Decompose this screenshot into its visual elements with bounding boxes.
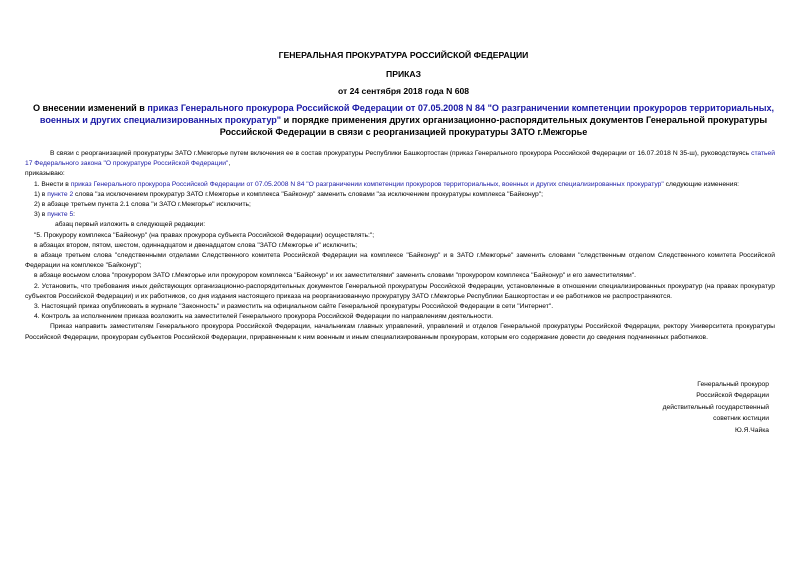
document-body xyxy=(25,149,775,343)
paragraph-sub-3 xyxy=(25,210,775,220)
title-prefix: О внесении изменений в xyxy=(32,103,148,113)
title-order-link[interactable]: приказ Генерального прокурора Российской Федерации от 07.05.2008 N 84 "О разграничении компетенции прокуроров территориальных, военных и других специализированных прокуратур" xyxy=(39,103,775,125)
order-84-link[interactable]: приказ Генерального прокурора Российской Федерации от 07.05.2008 N 84 "О разграничении компетенции прокуроров территориальных, военных и других специализированных прокуратур" xyxy=(70,180,664,188)
paragraph-item-1 xyxy=(25,180,775,190)
preamble-end: , xyxy=(228,160,231,168)
paragraph-sub-1 xyxy=(25,190,775,200)
signature-block xyxy=(663,379,769,436)
item-1-end: следующие изменения: xyxy=(663,180,739,188)
document-title xyxy=(25,102,782,138)
paragraph-item-3: 3. Настоящий приказ опубликовать в журнале "Законность" и разместить на официальном сайте Генеральной прокуратуры Российской Федерации в сети "Интернет". xyxy=(34,303,554,311)
signature-country: Российской Федерации xyxy=(696,392,769,400)
document-type: ПРИКАЗ xyxy=(386,69,421,79)
title-suffix: и порядке применения других организационно-распорядительных документов Генеральной прокуратуры Российской Федерации в связи с реорганизацией прокуратуры ЗАТО г.Межгорье xyxy=(219,115,768,137)
sub-1-end: слова "за исключением прокуратур ЗАТО г.Межгорье и комплекса "Байконур" заменить словами "за исключением прокуратуры комплекса "Байконур"; xyxy=(73,190,543,198)
paragraph-order-word: приказываю: xyxy=(25,170,65,178)
paragraph-new-edition: абзац первый изложить в следующей редакции: xyxy=(55,221,206,229)
sub-3-end: : xyxy=(73,211,76,219)
organization-heading: ГЕНЕРАЛЬНАЯ ПРОКУРАТУРА РОССИЙСКОЙ ФЕДЕРАЦИИ xyxy=(278,50,529,60)
point-5-link[interactable]: пункте 5 xyxy=(47,211,74,219)
item-1-text: 1. Внести в xyxy=(34,180,71,188)
signature-position: Генеральный прокурор xyxy=(697,381,769,388)
signature-rank: действительный государственный xyxy=(662,403,769,411)
signature-rank-2: советник юстиции xyxy=(713,415,769,423)
paragraph-item-2: 2. Установить, что требования иных действующих организационно-распорядительных документов Генеральной прокуратуры Российской Федерации, установленные в отношении специализированных прокуратур (на правах прокуратур субъектов Российской Федерации) и их работников, со дня издания настоящего приказа на реорганизованную прокуратуру ЗАТО г.Межгорье Республики Башкортостан и ее работников не распространяются. xyxy=(25,282,775,300)
preamble-text: В связи с реорганизацией прокуратуры ЗАТО г.Межгорье путем включения ее в состав прокуратуры Республики Башкортостан (приказ Генерального прокурора Российской Федерации от 16.07.2018 N 35-ш), руководствуясь xyxy=(50,150,752,157)
paragraph-quote: "5. Прокурору комплекса "Байконур" (на правах прокурора субъекта Российской Федерации) осуществлять:"; xyxy=(34,231,375,239)
signature-name: Ю.Я.Чайка xyxy=(734,426,769,434)
paragraph-item-4: 4. Контроль за исполнением приказа возложить на заместителей Генерального прокурора Российской Федерации по направлениям деятельности. xyxy=(34,313,493,321)
document-date-number: от 24 сентября 2018 года N 608 xyxy=(337,86,470,96)
paragraph-sub-2: 2) в абзаце третьем пункта 2.1 слова "и ЗАТО г.Межгорье" исключить; xyxy=(34,201,251,209)
law-article-link[interactable]: статьей 17 Федерального закона "О прокуратуре Российской Федерации" xyxy=(25,150,775,168)
paragraph-eighth-abzac: в абзаце восьмом слова "прокурором ЗАТО г.Межгорье или прокурором комплекса "Байконур" и их заместителями" заменить словами "прокурором комплекса "Байконур" и его заместителями". xyxy=(34,272,637,280)
paragraph-distribution: Приказ направить заместителям Генерального прокурора Российской Федерации, начальникам главных управлений, управлений и отделов Генеральной прокуратуры Российской Федерации, ректору Университета прокуратуры Российской Федерации, прокурорам субъектов Российской Федерации, приравненным к ним военным и иным специализированным прокурорам, которым его содержание довести до сведения подчиненных работников. xyxy=(25,323,775,341)
sub-1-text: 1) в xyxy=(34,190,48,198)
sub-3-text: 3) в xyxy=(34,211,48,219)
paragraph-preamble xyxy=(25,149,775,169)
paragraph-third-abzac: в абзаце третьем слова "следственными отделами Следственного комитета Российской Федерации на комплексе "Байконур" и в ЗАТО г.Межгорье" заменить словами "следственным отделом Следственного комитета Российской Федерации на комплексе "Байконур"; xyxy=(25,252,775,270)
point-2-link[interactable]: пункте 2 xyxy=(47,190,74,198)
paragraph-exclude: в абзацах втором, пятом, шестом, одиннадцатом и двенадцатом слова "ЗАТО г.Межгорье и" исключить; xyxy=(34,241,358,249)
